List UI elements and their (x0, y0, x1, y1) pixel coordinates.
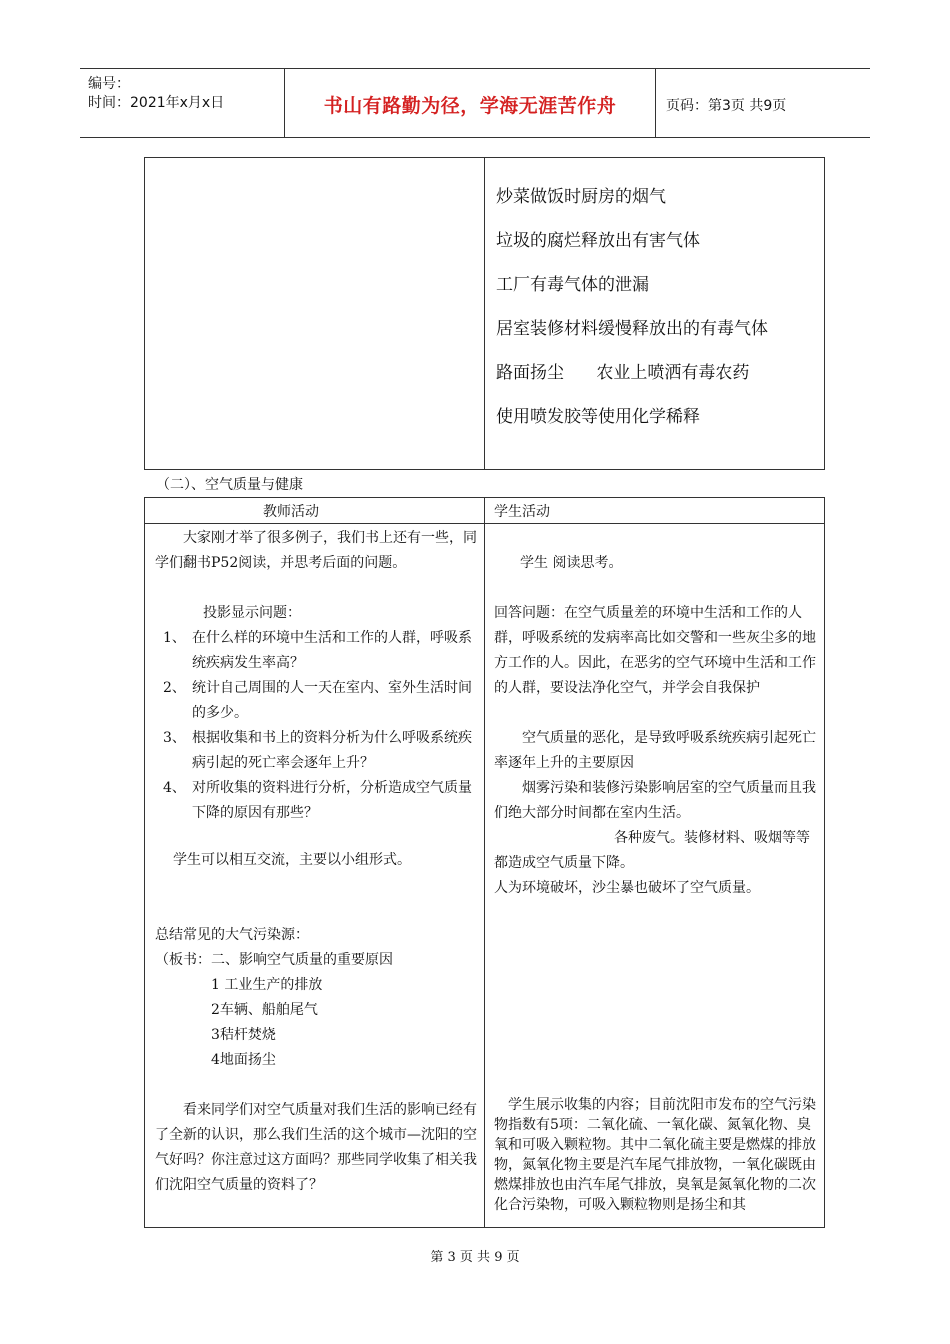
student-smog: 烟雾污染和装修污染影响居室的空气质量而且我们绝大部分时间都在室内生活。 (494, 780, 816, 821)
question-text: 对所收集的资料进行分析，分析造成空气质量下降的原因有那些？ (192, 780, 472, 821)
header-info-cell (80, 69, 285, 137)
projection-label: 投影显示问题： (203, 605, 301, 621)
question-item (145, 676, 484, 726)
source-item: 使用喷发胶等使用化学稀释 (496, 407, 700, 427)
cause-item: 4地面扬尘 (211, 1052, 276, 1068)
header-row-line (145, 523, 824, 524)
question-item (145, 726, 484, 776)
cause-item: 1 工业生产的排放 (211, 977, 323, 993)
source-item: 炒菜做饭时厨房的烟气 (496, 187, 666, 207)
column-divider (484, 498, 485, 1227)
question-item (145, 626, 484, 676)
question-text: 根据收集和书上的资料分析为什么呼吸系统疾病引起的死亡率会逐年上升？ (192, 730, 472, 771)
question-number: 4、 (163, 780, 186, 796)
page-info: 页码：第3页 共9页 (666, 98, 787, 114)
source-item: 居室装修材料缓慢释放出的有毒气体 (496, 319, 768, 339)
date-label: 时间：2021年x月x日 (88, 95, 225, 111)
column-divider (484, 158, 485, 469)
question-number: 1、 (163, 630, 186, 646)
source-item: 路面扬尘 农业上喷洒有毒农药 (496, 363, 750, 383)
motto: 书山有路勤为径，学海无涯苦作舟 (323, 95, 617, 117)
summary-label: 总结常见的大气污染源： (155, 927, 309, 943)
teacher-closing: 看来同学们对空气质量对我们生活的影响已经有了全新的认识，那么我们生活的这个城市—沈阳的空气好吗？你注意过这方面吗？那些同学收集了相关我们沈阳空气质量的资料了？ (155, 1102, 477, 1193)
exchange-note: 学生可以相互交流，主要以小组形式。 (173, 852, 411, 868)
page-header (80, 68, 870, 138)
page-footer: 第 3 页 共 9 页 (430, 1250, 520, 1265)
cause-item: 3秸杆焚烧 (211, 1027, 276, 1043)
teacher-intro: 大家刚才举了很多例子，我们书上还有一些，同学们翻书P52阅读，并思考后面的问题。 (155, 530, 477, 571)
teacher-column-header: 教师活动 (263, 504, 319, 520)
board-note: （板书：二、影响空气质量的重要原因 (155, 952, 393, 968)
student-human: 人为环境破坏，沙尘暴也破坏了空气质量。 (494, 880, 760, 896)
student-waste: 各种废气。装修材料、吸烟等等都造成空气质量下降。 (494, 830, 810, 871)
header-page-cell (656, 69, 870, 137)
student-reason: 空气质量的恶化，是导致呼吸系统疾病引起死亡率逐年上升的主要原因 (494, 730, 816, 771)
student-reading: 学生 阅读思考。 (520, 555, 623, 571)
source-item: 垃圾的腐烂释放出有害气体 (496, 231, 700, 251)
pollution-sources-table (144, 157, 825, 470)
question-text: 在什么样的环境中生活和工作的人群，呼吸系统疾病发生率高？ (192, 630, 472, 671)
student-shenyang: 学生展示收集的内容；目前沈阳市发布的空气污染物指数有5项：二氧化硫、一氧化碳、氮氧化物、臭氧和可吸入颗粒物。其中二氧化硫主要是燃煤的排放物，氮氧化物主要是汽车尾气排放物，一氧化碳既由燃煤排放也由汽车尾气排放，臭氧是氮氧化物的二次化合污染物，可吸入颗粒物则是扬尘和其 (494, 1097, 816, 1213)
question-text: 统计自己周围的人一天在室内、室外生活时间的多少。 (192, 680, 472, 721)
header-motto-cell (285, 69, 656, 137)
student-column-header: 学生活动 (494, 504, 550, 520)
student-answer: 回答问题：在空气质量差的环境中生活和工作的人群，呼吸系统的发病率高比如交警和一些灰尘多的地方工作的人。因此，在恶劣的空气环境中生活和工作的人群，要设法净化空气，并学会自我保护 (494, 605, 816, 696)
cause-item: 2车辆、船舶尾气 (211, 1002, 318, 1018)
activities-table (144, 497, 825, 1228)
question-item (145, 776, 484, 826)
source-item: 工厂有毒气体的泄漏 (496, 275, 649, 295)
question-number: 2、 (163, 680, 186, 696)
serial-label: 编号： (88, 76, 130, 92)
question-number: 3、 (163, 730, 186, 746)
section-title: （二）、空气质量与健康 (156, 477, 303, 493)
